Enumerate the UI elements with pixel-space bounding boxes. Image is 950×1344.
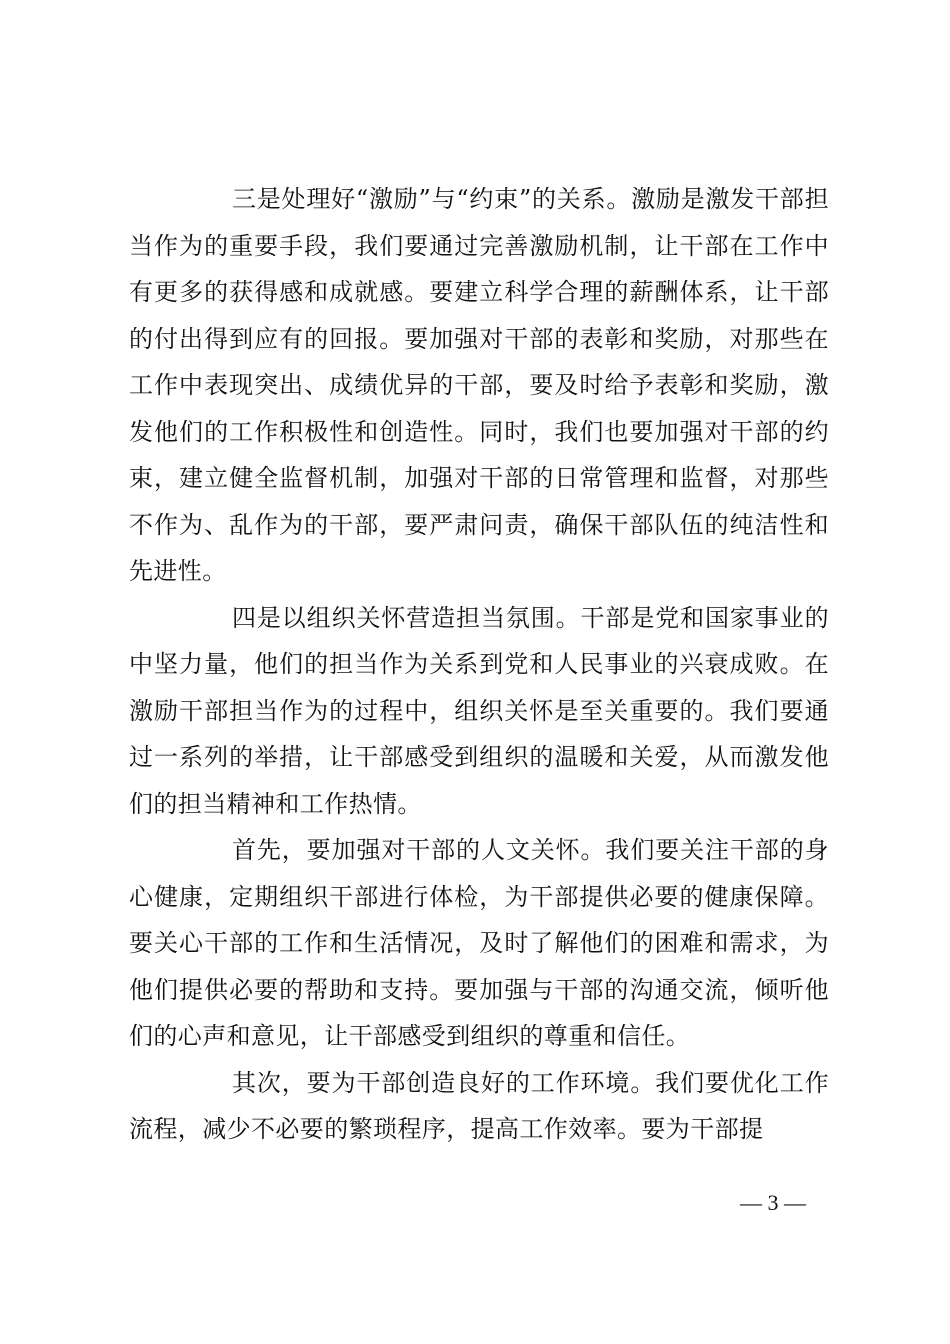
- body-text: [129, 176, 829, 1153]
- paragraph-work-environment: 其次，要为干部创造良好的工作环境。我们要优化工作流程，减少不必要的繁琐程序，提高工作效率。要为干部提: [129, 1068, 829, 1143]
- paragraph-incentive-constraint: 三是处理好“激励”与“约束”的关系。激励是激发干部担当作为的重要手段，我们要通过完善激励机制，让干部在工作中有更多的获得感和成就感。要建立科学合理的薪酬体系，让干部的付出得到应有的回报。要加强对干部的表彰和奖励，对那些在工作中表现突出、成绩优异的干部，要及时给予表彰和奖励，激发他们的工作积极性和创造性。同时，我们也要加强对干部的约束，建立健全监督机制，加强对干部的日常管理和监督，对那些不作为、乱作为的干部，要严肃问责，确保干部队伍的纯洁性和先进性。: [129, 185, 829, 585]
- paragraph-organizational-care: 四是以组织关怀营造担当氛围。干部是党和国家事业的中坚力量，他们的担当作为关系到党和人民事业的兴衰成败。在激励干部担当作为的过程中，组织关怀是至关重要的。我们要通过一系列的举措，让干部感受到组织的温暖和关爱，从而激发他们的担当精神和工作热情。: [129, 603, 829, 818]
- paragraph-humanistic-care: 首先，要加强对干部的人文关怀。我们要关注干部的身心健康，定期组织干部进行体检，为干部提供必要的健康保障。要关心干部的工作和生活情况，及时了解他们的困难和需求，为他们提供必要的帮助和支持。要加强与干部的沟通交流，倾听他们的心声和意见，让干部感受到组织的尊重和信任。: [129, 836, 829, 1050]
- page-number: — 3 —: [740, 1190, 806, 1215]
